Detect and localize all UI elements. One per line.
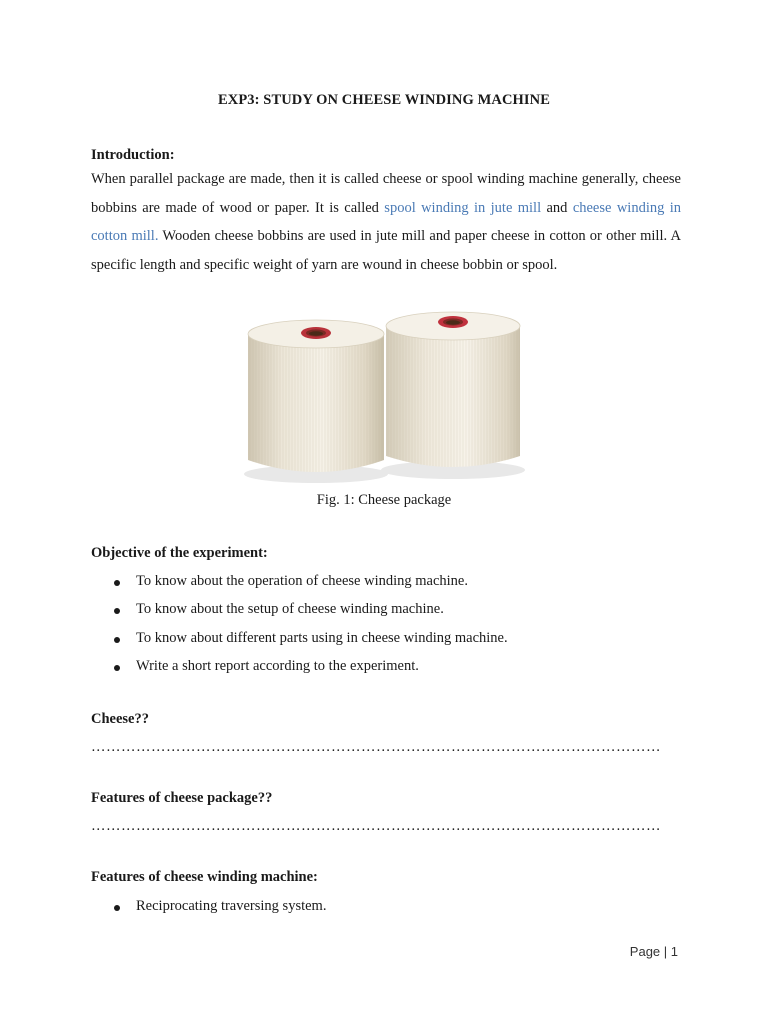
cheese-heading: Cheese?? [91, 711, 149, 727]
right-cheese-package [386, 312, 520, 467]
figure-caption: Fig. 1: Cheese package [316, 492, 452, 508]
list-item: To know about different parts using in cheese winding machine. [136, 630, 508, 646]
features-package-heading: Features of cheese package?? [91, 790, 273, 806]
objective-heading: Objective of the experiment: [91, 545, 268, 561]
introduction-paragraph [91, 165, 681, 279]
bullet-icon [114, 608, 120, 614]
cheese-answer-line: …………………………………………………………………………………………………… [91, 739, 661, 755]
list-item: Reciprocating traversing system. [136, 898, 327, 914]
list-item: To know about the setup of cheese winding machine. [136, 601, 444, 617]
bullet-icon [114, 580, 120, 586]
bullet-icon [114, 637, 120, 643]
intro-text-2: and [541, 199, 573, 216]
page-title: EXP3: STUDY ON CHEESE WINDING MACHINE [217, 92, 550, 108]
left-cheese-package [248, 320, 384, 472]
intro-text-3: Wooden cheese bobbins are used in jute mill and paper cheese in cotton or other mill. A specific length and specific weight of yarn are wound in cheese bobbin or spool. [91, 228, 682, 273]
spool-winding-link[interactable]: spool winding in jute mill [384, 199, 542, 216]
bullet-icon [114, 905, 120, 911]
features-package-answer-line: …………………………………………………………………………………………………… [91, 818, 661, 834]
bullet-icon [114, 665, 120, 671]
cheese-package-image [240, 308, 530, 486]
introduction-heading: Introduction: [91, 147, 175, 163]
page-number: Page | 1 [629, 944, 678, 959]
list-item: To know about the operation of cheese winding machine. [136, 573, 468, 589]
intro-text-1: When parallel package are made, then it is called cheese or spool winding machine generally, cheese bobbins are made of wood or paper. It is called [91, 171, 681, 216]
features-machine-heading: Features of cheese winding machine: [91, 869, 318, 885]
list-item: Write a short report according to the experiment. [136, 658, 419, 674]
cheese-winding-link[interactable]: cheese winding in cotton mill. [91, 199, 681, 244]
